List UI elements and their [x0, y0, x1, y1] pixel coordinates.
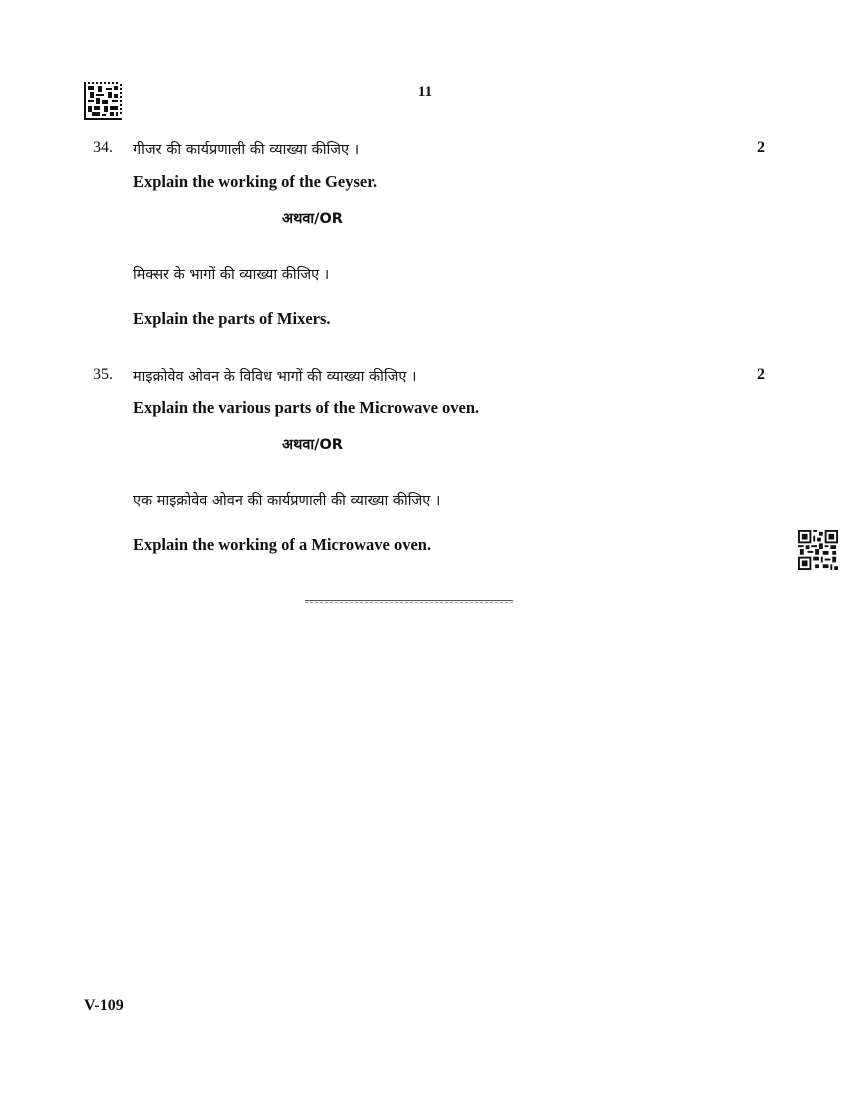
question-hindi-text: माइक्रोवेव ओवन के विविध भागों की व्याख्या कीजिए ।	[133, 369, 417, 385]
or-label: अथवा/OR	[282, 437, 343, 453]
or-separator	[282, 208, 343, 228]
question-marks: 2	[757, 139, 765, 156]
question-english-text: Explain the various parts of the Microwave oven.	[133, 398, 480, 417]
end-of-paper-line	[305, 600, 513, 602]
footer-paper-code: V-109	[84, 997, 124, 1014]
or-label: अथवा/OR	[282, 211, 343, 227]
question-hindi-text: गीजर की कार्यप्रणाली की व्याख्या कीजिए ।	[133, 142, 360, 158]
alternative-english-text: Explain the parts of Mixers.	[133, 309, 331, 328]
qr-code-icon	[798, 530, 838, 570]
question-number: 35.	[93, 366, 113, 383]
question-english-text: Explain the working of the Geyser.	[133, 172, 378, 191]
alternative-hindi-text: एक माइक्रोवेव ओवन की कार्यप्रणाली की व्याख्या कीजिए ।	[133, 493, 441, 509]
alternative-english-text: Explain the working of a Microwave oven.	[133, 535, 432, 554]
or-separator	[282, 434, 343, 454]
alternative-hindi-text: मिक्सर के भागों की व्याख्या कीजिए ।	[133, 267, 330, 283]
page-number: 11	[417, 84, 433, 100]
question-number: 34.	[93, 139, 113, 156]
question-marks: 2	[757, 366, 765, 383]
